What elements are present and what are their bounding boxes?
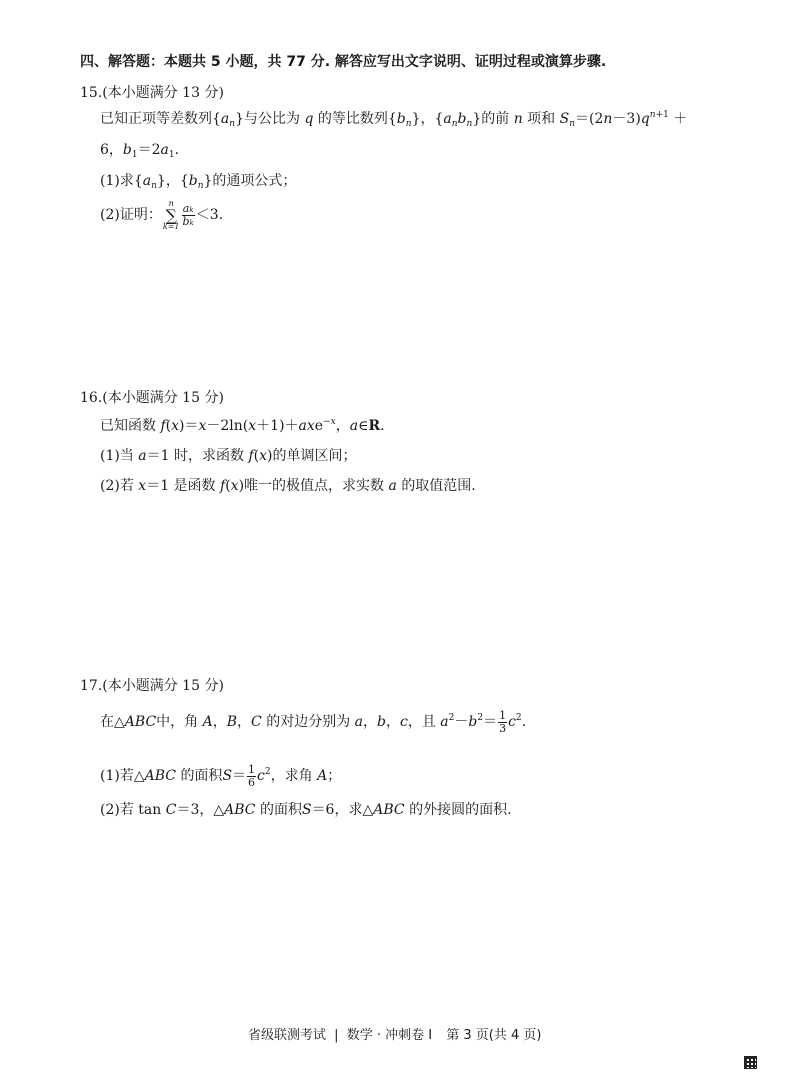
footer-exam-name: 省级联测考试 (248, 1028, 327, 1043)
q16-number: 16. (80, 390, 103, 406)
fraction-one-sixth: $\frac{1}{6}$ (248, 763, 256, 789)
q17-part2: (2)若 tan C＝3，△ABC 的面积S＝6，求△ABC 的外接圆的面积. (100, 802, 512, 818)
footer-page-number: 第 3 页(共 4 页) (446, 1028, 542, 1043)
q17-header (80, 679, 224, 693)
q15-stem-line1: 已知正项等差数列$\{a_n\}$与公比为 q 的等比数列$\{b_n\}$，$\{a_nb_n\}$的前 n 项和 $S_n=(2n-3)q^{n+1}$ ＋ (100, 110, 688, 129)
q16-header (80, 391, 224, 405)
q15-part2: (2)证明： n ∑ k=1 $\frac{ak}{bk}$ ＜3. (100, 199, 224, 231)
fraction-ak-bk: $\frac{ak}{bk}$ (182, 202, 194, 228)
q17-part1: (1)若△ABC 的面积S＝ $\frac{1}{6}$ $c^2$，求角 A； (100, 763, 342, 789)
qr-code-icon (744, 1056, 757, 1069)
q17-stem: 在△ABC中，角 A，B，C 的对边分别为 a，b，c，且 $a^2-b^2=$ $\frac{1}{3}$ $c^2$. (100, 709, 527, 735)
q16-part2: (2)若 x＝1 是函数 f(x)唯一的极值点，求实数 a 的取值范围. (100, 478, 476, 494)
q16-part1: (1)当 a＝1 时，求函数 f(x)的单调区间； (100, 448, 357, 464)
q17-score: (本小题满分 15 分) (102, 678, 224, 694)
q16-score: (本小题满分 15 分) (102, 390, 224, 406)
section-heading: 四、解答题：本题共 5 小题，共 77 分. 解答应写出文字说明、证明过程或演算步骤. (80, 54, 607, 70)
q15-part1: (1)求$\{a_n\}$，$\{b_n\}$的通项公式； (100, 173, 297, 191)
q16-stem: 已知函数 f(x)＝x－2ln(x＋1)＋axe$^{-x}$，a∈R. (100, 417, 385, 434)
footer-subject: 数学 · 冲刺卷 Ⅰ (346, 1028, 433, 1043)
footer-separator: | (334, 1028, 339, 1043)
page-footer (248, 1029, 541, 1042)
q15-number: 15. (80, 85, 103, 101)
summation-symbol: n ∑ k=1 (162, 199, 180, 231)
q17-number: 17. (80, 678, 103, 694)
fraction-one-third: $\frac{1}{3}$ (499, 709, 507, 735)
q15-header (80, 86, 224, 100)
q15-score: (本小题满分 13 分) (102, 85, 224, 101)
q15-stem-line2: 6，$b_1=2a_1$. (100, 142, 180, 160)
